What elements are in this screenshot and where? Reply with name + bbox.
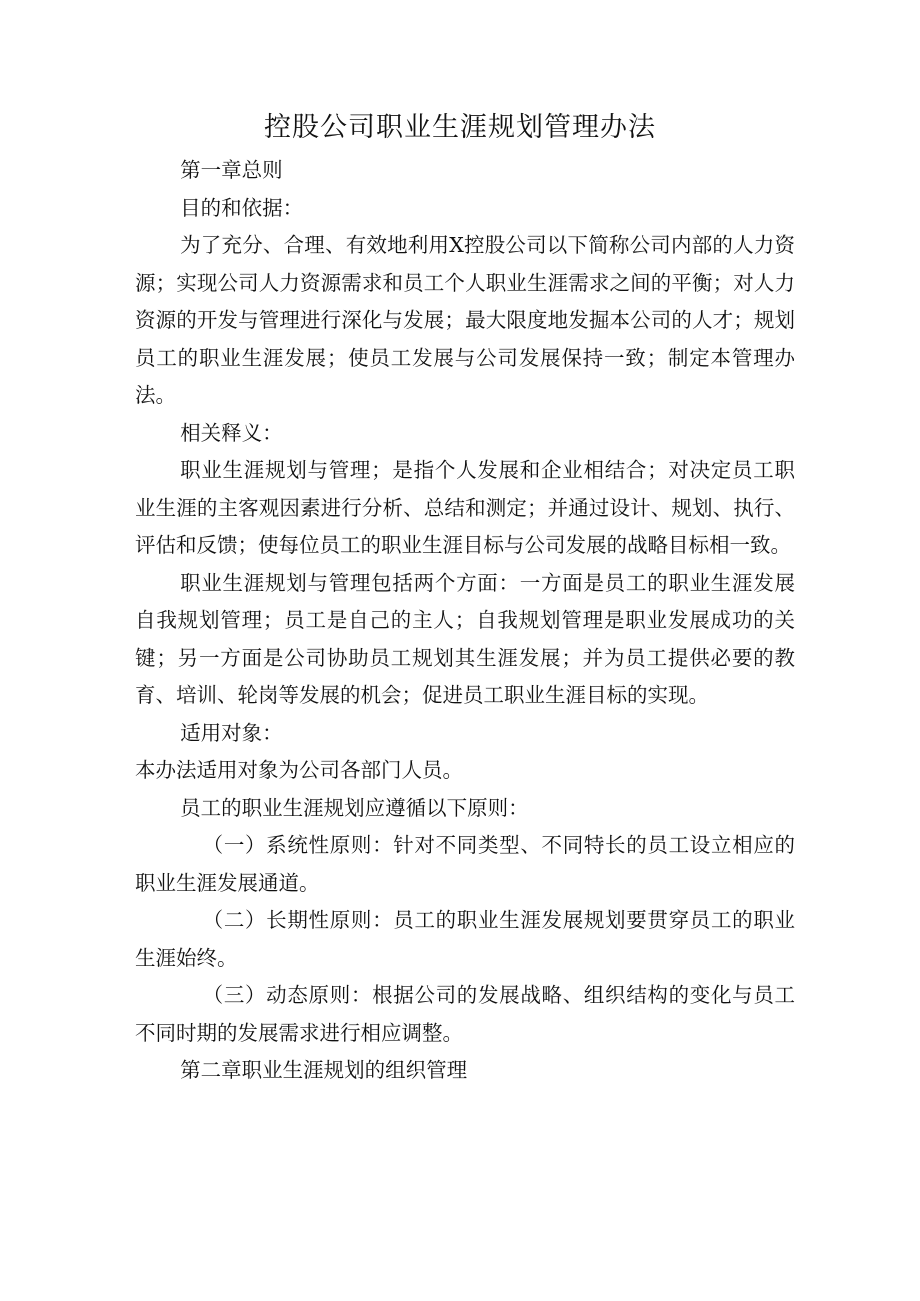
document-body — [135, 152, 795, 1090]
principle-item-2: （二）长期性原则：员工的职业生涯发展规划要贯穿员工的职业生涯始终。 — [135, 908, 795, 970]
document-title: 控股公司职业生涯规划管理办法 — [264, 112, 656, 143]
paragraph-purpose: 为了充分、合理、有效地利用X控股公司以下简称公司内部的人力资源；实现公司人力资源需求和员工个人职业生涯需求之间的平衡；对人力资源的开发与管理进行深化与发展；最大限度地发掘本公司的人才；规划员工的职业生涯发展；使员工发展与公司发展保持一致；制定本管理办法。 — [135, 233, 795, 407]
principle-item-3: （三）动态原则：根据公司的发展战略、组织结构的变化与员工不同时期的发展需求进行相应调整。 — [135, 983, 795, 1045]
section-heading-purpose: 目的和依据： — [180, 195, 304, 220]
section-heading-definitions: 相关释义： — [180, 420, 283, 445]
paragraph-definition-2: 职业生涯规划与管理包括两个方面：一方面是员工的职业生涯发展自我规划管理；员工是自己的主人；自我规划管理是职业发展成功的关键；另一方面是公司协助员工规划其生涯发展；并为员工提供必要的教育、培训、轮岗等发展的机会；促进员工职业生涯目标的实现。 — [135, 570, 795, 707]
paragraph-scope: 本办法适用对象为公司各部门人员。 — [135, 758, 463, 782]
section-heading-principles: 员工的职业生涯规划应遵循以下原则： — [180, 795, 529, 820]
chapter-heading: 第二章职业生涯规划的组织管理 — [180, 1058, 468, 1082]
paragraph-definition-1: 职业生涯规划与管理；是指个人发展和企业相结合；对决定员工职业生涯的主客观因素进行分析、总结和测定；并通过设计、规划、执行、评估和反馈；使每位员工的职业生涯目标与公司发展的战略目标相一致。 — [135, 458, 795, 557]
chapter-heading: 第一章总则 — [180, 158, 283, 182]
section-heading-scope: 适用对象： — [180, 720, 283, 745]
principle-item-1: （一）系统性原则：针对不同类型、不同特长的员工设立相应的职业生涯发展通道。 — [135, 833, 795, 895]
